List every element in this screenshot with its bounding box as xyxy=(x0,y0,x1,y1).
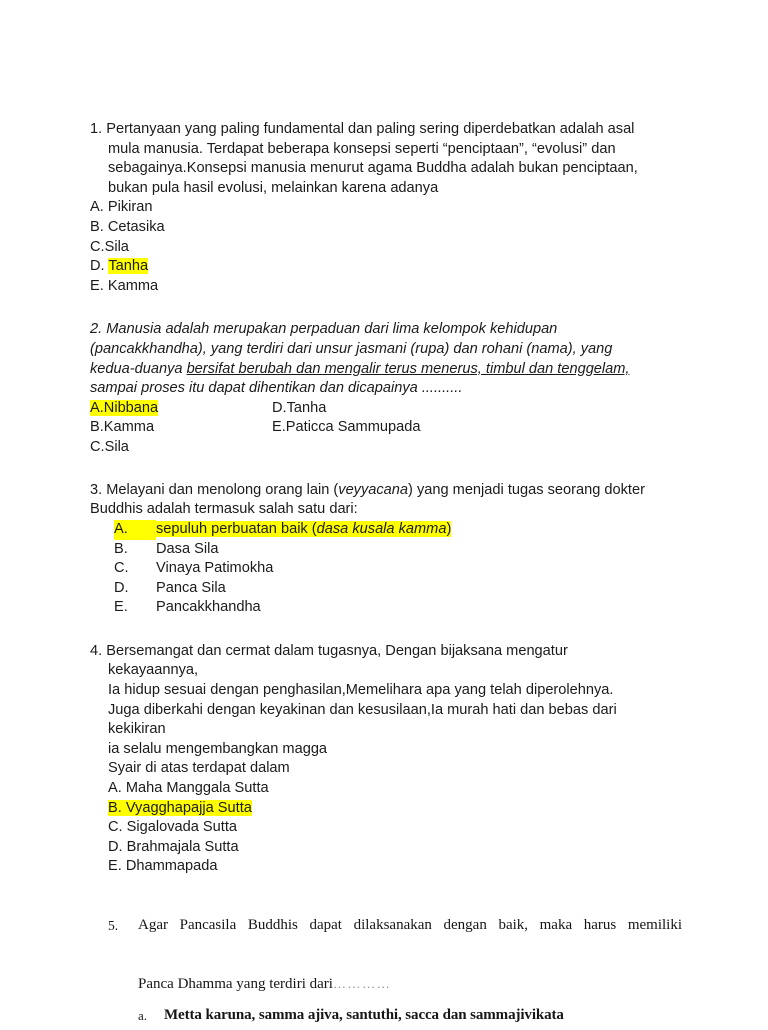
option-label-highlighted: A. xyxy=(114,520,156,540)
option-text: Pikiran xyxy=(107,199,153,216)
option-label: B. xyxy=(114,540,128,557)
question-4-stem-line-5: kekikiran xyxy=(108,721,166,738)
stem-text-italic: veyyacana xyxy=(338,481,409,498)
question-4-option-e xyxy=(90,857,682,877)
question-4-stem-line-7: Syair di atas terdapat dalam xyxy=(108,760,290,777)
question-2-option-e: E.Paticca Sammupada xyxy=(272,419,421,436)
option-label: E. xyxy=(108,858,126,875)
option-text-a: sepuluh perbuatan baik ( xyxy=(156,520,317,537)
question-5-option-a xyxy=(90,1001,682,1030)
option-label: A. xyxy=(108,780,126,797)
question-2-option-b: B.Kamma xyxy=(90,419,155,436)
option-text: Panca Sila xyxy=(156,579,226,596)
question-3-stem-line-2: Buddhis adalah termasuk salah satu dari: xyxy=(90,501,358,518)
option-label: a. xyxy=(138,1008,148,1023)
question-2-options xyxy=(90,399,682,457)
question-3-option-e xyxy=(90,598,682,618)
question-4-stem-line-4: Juga diberkahi dengan keyakinan dan kesusilaan,Ia murah hati dan bebas dari xyxy=(108,701,617,718)
option-label: C. xyxy=(90,238,105,255)
question-5-number: 5. xyxy=(108,918,119,933)
question-3-option-c xyxy=(90,559,682,579)
option-text: Dhammapada xyxy=(125,858,218,875)
stem-text-underlined: bersifat berubah dan mengalir terus menerus, timbul dan tenggelam, xyxy=(186,360,630,377)
question-4 xyxy=(90,642,682,877)
option-text-highlighted xyxy=(156,521,451,537)
option-label: C. xyxy=(114,560,129,577)
question-4-option-a xyxy=(90,779,682,799)
question-4-stem-line-6: ia selalu mengembangkan magga xyxy=(108,740,328,757)
question-1-stem-line-1: 1. Pertanyaan yang paling fundamental dan paling sering diperdebatkan adalah asal xyxy=(90,121,635,137)
question-4-option-d xyxy=(90,838,682,858)
question-2-stem-line-4: sampai proses itu dapat dihentikan dan dicapainya .......... xyxy=(90,380,463,397)
option-label: E. xyxy=(114,599,128,616)
document-body xyxy=(90,120,682,1030)
option-text-highlighted: Tanha xyxy=(108,258,149,275)
question-1-option-a xyxy=(90,198,682,218)
question-2-options-left-column xyxy=(90,399,158,458)
question-2-options-right-column xyxy=(272,399,420,438)
question-1-stem-line-3: sebagainya.Konsepsi manusia menurut agama Buddha adalah bukan penciptaan, xyxy=(108,160,638,177)
question-5-stem-line-2: Panca Dhamma yang terdiri dari xyxy=(138,976,333,992)
question-1-option-b xyxy=(90,218,682,238)
question-2-stem-line-3 xyxy=(90,360,682,380)
option-text: Brahmajala Sutta xyxy=(126,838,239,855)
question-5-stem-text xyxy=(138,911,682,999)
option-text: Cetasika xyxy=(107,218,165,235)
option-label: E. xyxy=(90,277,108,294)
question-4-stem-line-2: kekayaannya, xyxy=(108,662,199,679)
option-text: Kamma xyxy=(107,277,159,294)
question-3-option-a xyxy=(90,520,682,540)
question-4-stem-line-1: 4. Bersemangat dan cermat dalam tugasnya, Dengan bijaksana mengatur xyxy=(90,642,568,659)
question-5-stem-line-1: Agar Pancasila Buddhis dapat dilaksanakan dengan baik, maka harus memiliki xyxy=(138,917,682,933)
question-2-stem-line-2: (pancakkhandha), yang terdiri dari unsur jasmani (rupa) dan rohani (nama), yang xyxy=(90,340,613,357)
option-text: Pancakkhandha xyxy=(156,599,261,616)
stem-text-a: 3. Melayani dan menolong orang lain ( xyxy=(90,481,339,498)
question-1-option-d xyxy=(90,257,682,277)
question-3-option-d xyxy=(90,579,682,599)
question-3-stem-line-1 xyxy=(90,481,682,501)
option-label: D. xyxy=(114,579,129,596)
question-1-stem-line-4: bukan pula hasil evolusi, melainkan karena adanya xyxy=(108,179,439,196)
option-label: B. xyxy=(90,218,108,235)
question-2-option-a xyxy=(90,399,158,419)
question-3-option-b xyxy=(90,540,682,560)
question-5-stem xyxy=(90,911,682,999)
option-text: Metta karuna, samma ajiva, santuthi, sacca dan sammajivikata xyxy=(164,1007,564,1023)
option-text: Dasa Sila xyxy=(156,540,219,557)
option-text xyxy=(156,520,682,540)
option-text: Vyagghapajja Sutta xyxy=(125,799,252,816)
option-label: B. xyxy=(108,799,126,816)
option-label: C. xyxy=(108,819,127,836)
question-1-stem-line-2: mula manusia. Terdapat beberapa konsepsi seperti “penciptaan”, “evolusi” dan xyxy=(108,140,616,157)
option-text: Sila xyxy=(104,238,129,255)
question-3 xyxy=(90,481,682,618)
question-2-option-c: C.Sila xyxy=(90,438,129,455)
option-label: A. xyxy=(90,199,108,216)
option-label: D. xyxy=(90,258,109,275)
question-1-option-c xyxy=(90,238,682,258)
dotted-leader: ………… xyxy=(332,976,392,991)
question-5 xyxy=(90,911,682,1030)
question-4-option-c xyxy=(90,818,682,838)
question-4-option-b xyxy=(90,799,682,819)
option-text-b: ) xyxy=(446,520,452,537)
option-label: D. xyxy=(108,838,127,855)
question-4-stem-line-3: Ia hidup sesuai dengan penghasilan,Memelihara apa yang telah diperolehnya. xyxy=(108,682,614,699)
question-1 xyxy=(90,120,682,296)
option-text: Vinaya Patimokha xyxy=(156,560,274,577)
stem-text-plain: kedua-duanya xyxy=(90,360,187,377)
option-text-italic: dasa kusala kamma xyxy=(316,520,447,537)
question-2 xyxy=(90,320,682,456)
option-text: Maha Manggala Sutta xyxy=(125,780,269,797)
option-text: Sigalovada Sutta xyxy=(126,819,238,836)
question-2-option-d: D.Tanha xyxy=(272,399,327,416)
question-2-stem-line-1: 2. Manusia adalah merupakan perpaduan dari lima kelompok kehidupan xyxy=(90,321,558,338)
option-text-highlighted: A.Nibbana xyxy=(90,399,159,416)
question-1-option-e xyxy=(90,277,682,297)
option-highlighted xyxy=(108,800,252,816)
stem-text-b: ) yang menjadi tugas seorang dokter xyxy=(408,481,645,498)
